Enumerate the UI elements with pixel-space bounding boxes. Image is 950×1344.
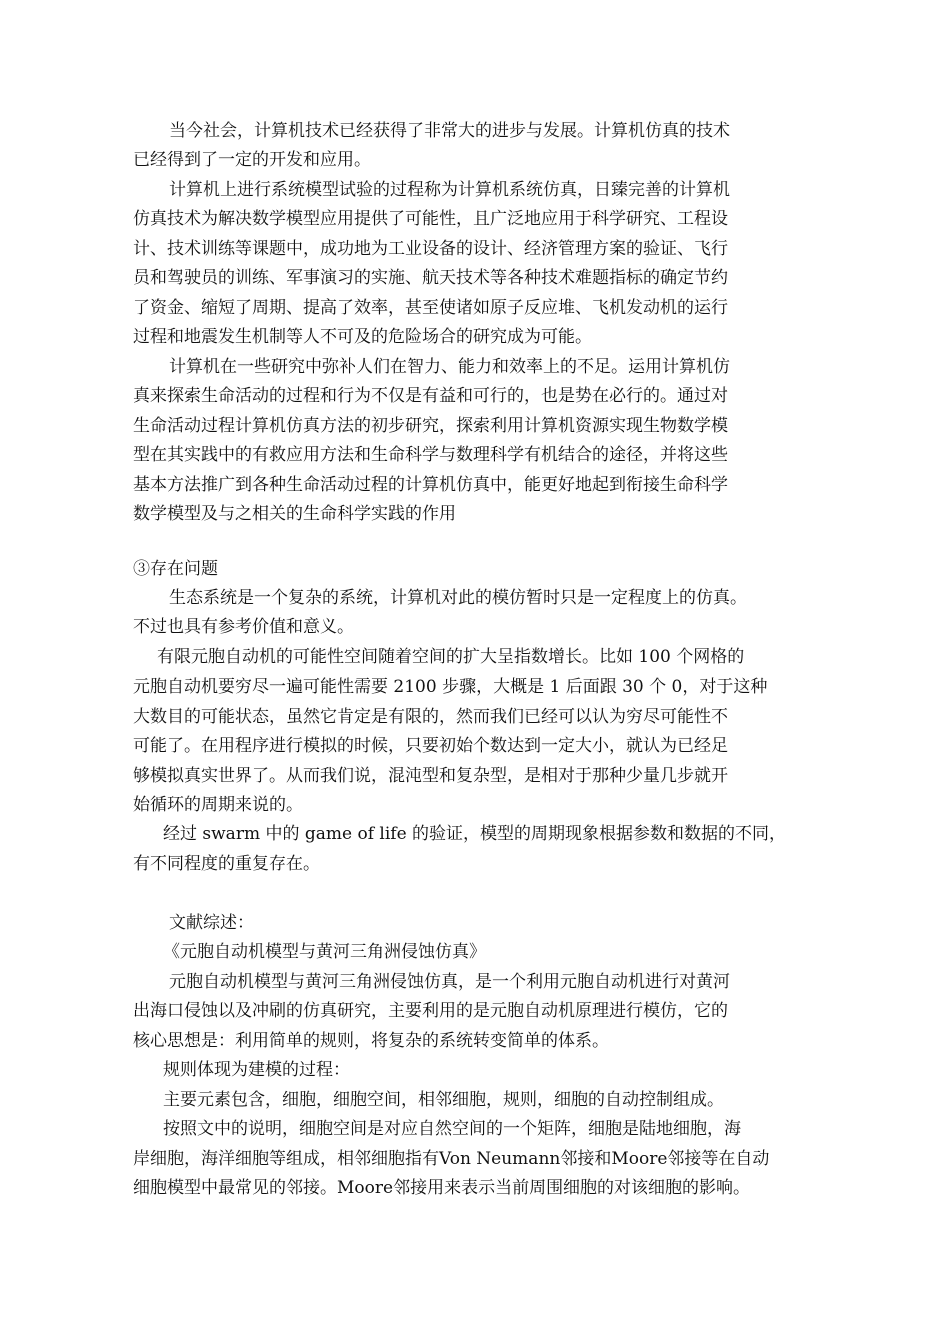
paragraph-line: 有不同程度的重复存在。 xyxy=(133,854,320,874)
paragraph-line: 够模拟真实世界了。从而我们说，混沌型和复杂型，是相对于那种少量几步就开 xyxy=(133,766,728,786)
paragraph-line: 过程和地震发生机制等人不可及的危险场合的研究成为可能。 xyxy=(133,327,592,347)
paragraph-line: 元胞自动机模型与黄河三角洲侵蚀仿真，是一个利用元胞自动机进行对黄河 xyxy=(169,972,730,992)
paragraph-line: 细胞模型中最常见的邻接。Moore邻接用来表示当前周围细胞的对该细胞的影响。 xyxy=(133,1178,751,1198)
paragraph-line: 真来探索生命活动的过程和行为不仅是有益和可行的，也是势在必行的。通过对 xyxy=(133,386,728,406)
lit-review-title: 《元胞自动机模型与黄河三角洲侵蚀仿真》 xyxy=(163,942,486,962)
paragraph-line: 出海口侵蚀以及冲刷的仿真研究，主要利用的是元胞自动机原理进行模仿，它的 xyxy=(133,1001,728,1021)
paragraph-line: 按照文中的说明，细胞空间是对应自然空间的一个矩阵，细胞是陆地细胞，海 xyxy=(163,1119,741,1139)
paragraph-line: 当今社会，计算机技术已经获得了非常大的进步与发展。计算机仿真的技术 xyxy=(169,121,730,141)
paragraph-line: 生命活动过程计算机仿真方法的初步研究，探索利用计算机资源实现生物数学模 xyxy=(133,416,728,436)
paragraph-line: 不过也具有参考价值和意义。 xyxy=(133,617,354,637)
paragraph-line: 主要元素包含，细胞，细胞空间，相邻细胞，规则，细胞的自动控制组成。 xyxy=(163,1090,724,1110)
paragraph-line: 计算机在一些研究中弥补人们在智力、能力和效率上的不足。运用计算机仿 xyxy=(169,357,730,377)
paragraph-line: 经过 swarm 中的 game of life 的验证，模型的周期现象根据参数和数据的不同， xyxy=(163,824,787,844)
paragraph-line: 生态系统是一个复杂的系统，计算机对此的模仿暂时只是一定程度上的仿真。 xyxy=(169,588,747,608)
paragraph-line: 计、技术训练等课题中，成功地为工业设备的设计、经济管理方案的验证、飞行 xyxy=(133,239,728,259)
section-heading: ③存在问题 xyxy=(133,559,218,579)
paragraph-line: 大数目的可能状态，虽然它肯定是有限的，然而我们已经可以认为穷尽可能性不 xyxy=(133,707,728,727)
paragraph-line: 了资金、缩短了周期、提高了效率，甚至使诸如原子反应堆、飞机发动机的运行 xyxy=(133,298,728,318)
paragraph-line: 规则体现为建模的过程： xyxy=(163,1060,350,1080)
paragraph-line: 数学模型及与之相关的生命科学实践的作用 xyxy=(133,504,456,524)
paragraph-line: 始循环的周期来说的。 xyxy=(133,795,303,815)
lit-review-label: 文献综述： xyxy=(169,913,254,933)
paragraph-line: 岸细胞，海洋细胞等组成，相邻细胞指有Von Neumann邻接和Moore邻接等在自动 xyxy=(133,1149,770,1169)
paragraph-line: 可能了。在用程序进行模拟的时候，只要初始个数达到一定大小，就认为已经足 xyxy=(133,736,728,756)
paragraph-line: 核心思想是：利用简单的规则，将复杂的系统转变简单的体系。 xyxy=(133,1031,609,1051)
paragraph-line: 计算机上进行系统模型试验的过程称为计算机系统仿真，日臻完善的计算机 xyxy=(169,180,730,200)
paragraph-line: 员和驾驶员的训练、军事演习的实施、航天技术等各种技术难题指标的确定节约 xyxy=(133,268,728,288)
paragraph-line: 已经得到了一定的开发和应用。 xyxy=(133,150,371,170)
paragraph-line: 元胞自动机要穷尽一遍可能性需要 2100 步骤，大概是 1 后面跟 30 个 0，对于这种 xyxy=(133,677,768,697)
paragraph-line: 仿真技术为解决数学模型应用提供了可能性，且广泛地应用于科学研究、工程设 xyxy=(133,209,728,229)
paragraph-line: 有限元胞自动机的可能性空间随着空间的扩大呈指数增长。比如 100 个网格的 xyxy=(157,647,745,667)
paragraph-line: 基本方法推广到各种生命活动过程的计算机仿真中，能更好地起到衔接生命科学 xyxy=(133,475,728,495)
paragraph-line: 型在其实践中的有救应用方法和生命科学与数理科学有机结合的途径，并将这些 xyxy=(133,445,728,465)
